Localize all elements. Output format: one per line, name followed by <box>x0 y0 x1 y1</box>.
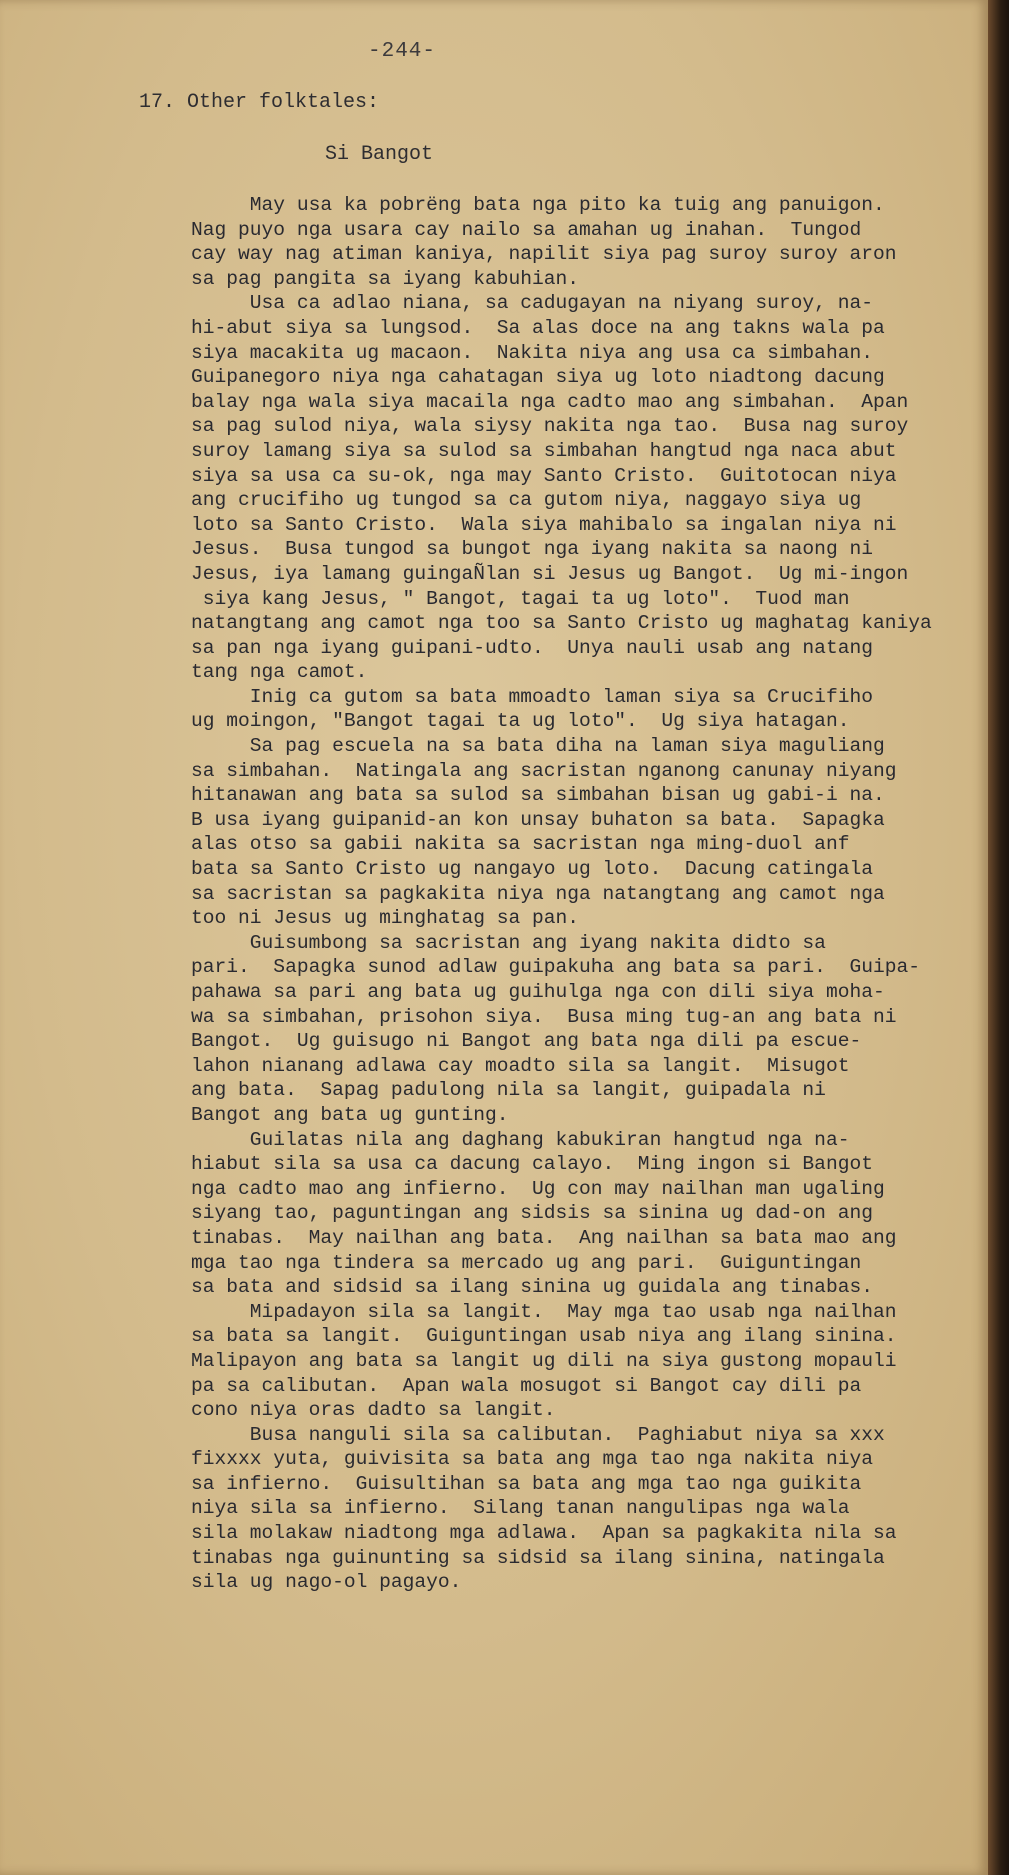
text-line: pa sa calibutan. Apan wala mosugot si Bangot cay dili pa <box>191 1374 862 1397</box>
text-line: bata sa Santo Cristo ug nangayo ug loto. Dacung catingala <box>191 858 873 881</box>
text-line: niya sila sa infierno. Silang tanan nangulipas nga wala <box>191 1497 850 1520</box>
text-line: mga tao nga tindera sa mercado ug ang pari. Guiguntingan <box>191 1251 862 1274</box>
text-line: May usa ka pobrëng bata nga pito ka tuig ang panuigon. <box>191 194 885 216</box>
text-line: loto sa Santo Cristo. Wala siya mahibalo sa ingalan niya ni <box>191 513 897 536</box>
text-line: tang nga camot. <box>191 661 368 684</box>
text-line: suroy lamang siya sa sulod sa simbahan hangtud nga naca abut <box>191 439 897 462</box>
text-line: siyang tao, paguntingan ang sidsis sa sinina ug dad-on ang <box>191 1202 873 1225</box>
text-line: sila molakaw niadtong mga adlawa. Apan sa pagkakita nila sa <box>191 1522 897 1545</box>
text-line: Inig ca gutom sa bata mmoadto laman siya sa Crucifiho <box>191 685 873 708</box>
text-line: pari. Sapagka sunod adlaw guipakuha ang bata sa pari. Guipa- <box>191 956 921 979</box>
text-line: siya kang Jesus, " Bangot, tagai ta ug loto". Tuod man <box>191 587 850 610</box>
text-line: hitanawan ang bata sa sulod sa simbahan bisan ug gabi-i na. <box>191 784 885 807</box>
text-line: B usa iyang guipanid-an kon unsay buhaton sa bata. Sapagka <box>191 808 885 831</box>
text-line: sa pag sulod niya, wala siysy nakita nga tao. Busa nag suroy <box>191 415 909 438</box>
text-line: cay way nag atiman kaniya, napilit siya pag suroy suroy aron <box>191 243 897 266</box>
text-line: Busa nanguli sila sa calibutan. Paghiabut niya sa xxx <box>191 1423 885 1446</box>
text-line: Guilatas nila ang daghang kabukiran hangtud nga na- <box>191 1128 850 1151</box>
text-line: too ni Jesus ug minghatag sa pan. <box>191 907 580 930</box>
text-line: tinabas nga guinunting sa sidsid sa ilang sinina, natingala <box>191 1546 885 1569</box>
text-line: ang bata. Sapag padulong nila sa langit, guipadala ni <box>191 1079 826 1102</box>
text-line: fixxxx yuta, guivisita sa bata ang mga tao nga nakita niya <box>191 1448 873 1471</box>
text-line: Usa ca adlao niana, sa cadugayan na niyang suroy, na- <box>191 292 873 315</box>
binding-edge <box>988 0 1009 1875</box>
text-line: sa bata and sidsid sa ilang sinina ug guidala ang tinabas. <box>191 1276 873 1299</box>
text-line: sa simbahan. Natingala ang sacristan nganong canunay niyang <box>191 759 897 782</box>
text-line: balay nga wala siya macaila nga cadto mao ang simbahan. Apan <box>191 390 909 413</box>
text-line: sa sacristan sa pagkakita niya nga natangtang ang camot nga <box>191 882 885 905</box>
text-line: Guipanegoro niya nga cahatagan siya ug loto niadtong dacung <box>191 366 885 389</box>
text-line: tinabas. May nailhan ang bata. Ang nailhan sa bata mao ang <box>191 1226 897 1249</box>
text-line: hiabut sila sa usa ca dacung calayo. Ming ingon si Bangot <box>191 1153 873 1176</box>
text-line: sa infierno. Guisultihan sa bata ang mga tao nga guikita <box>191 1472 862 1495</box>
text-line: wa sa simbahan, prisohon siya. Busa ming tug-an ang bata ni <box>191 1005 897 1028</box>
text-line: ug moingon, "Bangot tagai ta ug loto". Ug siya hatagan. <box>191 710 850 733</box>
section-heading: 17. Other folktales: <box>139 91 380 114</box>
text-line: ang crucifiho ug tungod sa ca gutom niya, naggayo siya ug <box>191 489 862 512</box>
text-line: sila ug nago-ol pagayo. <box>191 1571 462 1594</box>
text-line: Bangot ang bata ug gunting. <box>191 1103 509 1126</box>
text-line: Nag puyo nga usara cay nailo sa amahan ug inahan. Tungod <box>191 218 862 241</box>
text-line: Mipadayon sila sa langit. May mga tao usab nga nailhan <box>191 1300 897 1323</box>
text-line: Jesus. Busa tungod sa bungot nga iyang nakita sa naong ni <box>191 538 873 561</box>
text-line: Jesus, iya lamang guingaÑlan si Jesus ug Bangot. Ug mi-ingon <box>191 562 909 585</box>
text-line: Guisumbong sa sacristan ang iyang nakita didto sa <box>191 931 826 954</box>
text-line: sa bata sa langit. Guiguntingan usab niya ang ilang sinina. <box>191 1325 897 1348</box>
text-line: hi-abut siya sa lungsod. Sa alas doce na ang takns wala pa <box>191 316 885 339</box>
text-line: sa pag pangita sa iyang kabuhian. <box>191 267 580 290</box>
text-line: Bangot. Ug guisugo ni Bangot ang bata nga dili pa escue- <box>191 1030 862 1053</box>
text-line: lahon nianang adlawa cay moadto sila sa langit. Misugot <box>191 1054 850 1077</box>
text-line: siya sa usa ca su-ok, nga may Santo Cristo. Guitotocan niya <box>191 464 897 487</box>
text-line: sa pan nga iyang guipani-udto. Unya nauli usab ang natang <box>191 636 873 659</box>
text-line: pahawa sa pari ang bata ug guihulga nga con dili siya moha- <box>191 981 885 1003</box>
story-title: Si Bangot <box>325 143 434 166</box>
text-line: alas otso sa gabii nakita sa sacristan nga ming-duol anf <box>191 833 850 856</box>
story-body <box>191 193 981 1595</box>
page-number: -244- <box>368 40 437 63</box>
text-line: cono niya oras dadto sa langit. <box>191 1399 556 1422</box>
text-line: Sa pag escuela na sa bata diha na laman siya maguliang <box>191 735 885 758</box>
text-line: nga cadto mao ang infierno. Ug con may nailhan man ugaling <box>191 1177 885 1200</box>
text-line: natangtang ang camot nga too sa Santo Cristo ug maghatag kaniya <box>191 612 932 635</box>
text-line: siya macakita ug macaon. Nakita niya ang usa ca simbahan. <box>191 341 873 364</box>
text-line: Malipayon ang bata sa langit ug dili na siya gustong mopauli <box>191 1349 897 1372</box>
